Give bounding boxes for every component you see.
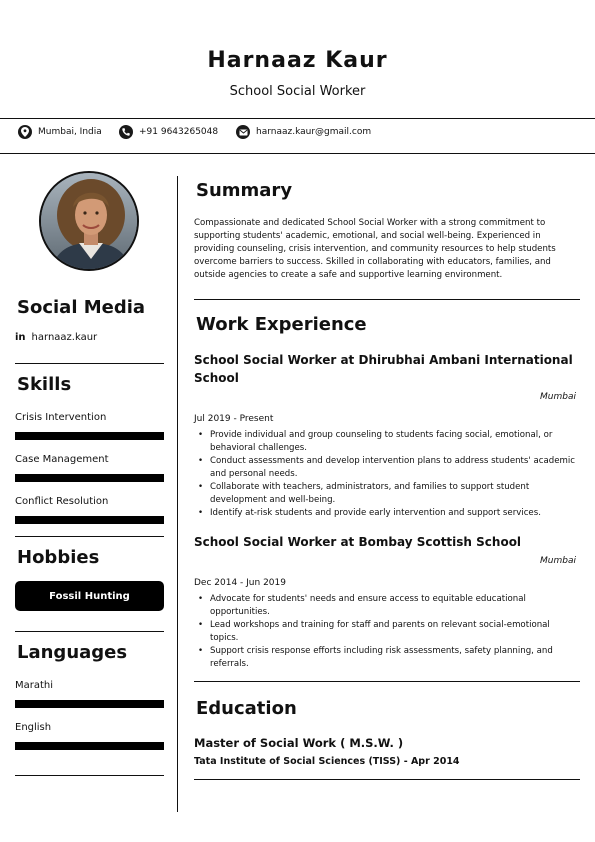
job-role: School Social Worker (194, 353, 337, 367)
contact-phone[interactable] (119, 125, 218, 139)
section-divider (194, 299, 580, 300)
education-heading: Education (196, 698, 297, 719)
skill-level-bar (15, 474, 164, 482)
job-bullets (194, 429, 580, 520)
work-experience-heading: Work Experience (196, 314, 367, 335)
job-location: Mumbai (540, 556, 576, 566)
section-divider (15, 536, 164, 537)
contact-location (18, 125, 102, 139)
language-level-fill (15, 700, 164, 708)
profile-photo (39, 171, 139, 271)
language-name: English (15, 722, 52, 733)
skill-name: Crisis Intervention (15, 412, 107, 423)
skills-heading: Skills (17, 374, 72, 395)
job-bullets (194, 593, 580, 671)
skill-level-bar (15, 516, 164, 524)
email-icon (236, 125, 250, 139)
section-divider (194, 681, 580, 682)
language-level-bar (15, 742, 164, 750)
summary-heading: Summary (196, 180, 293, 201)
summary-text: Compassionate and dedicated School Social Worker with a strong commitment to supporting students' academic, emotional, and social well-being. Experienced in providing counseling, crisis intervention, and community resources to help students overcome barriers to success. Skilled in collaborating with educators, families, and outside agencies to create a safe and supportive learning environment. (194, 218, 556, 280)
section-divider (15, 631, 164, 632)
skill-name: Conflict Resolution (15, 496, 109, 507)
list-item: • Advocate for students' needs and ensure access to equitable educational opportunities. (194, 593, 580, 619)
job-title (194, 533, 580, 551)
skill-level-bar (15, 432, 164, 440)
contact-divider (0, 153, 595, 154)
education-degree: Master of Social Work ( M.S.W. ) (194, 736, 404, 750)
contact-email[interactable] (236, 125, 371, 139)
skill-level-fill (15, 474, 164, 482)
section-divider (15, 363, 164, 364)
resume-header (0, 0, 595, 118)
list-item: • Identify at-risk students and provide early intervention and support services. (194, 507, 580, 520)
job-role: School Social Worker (194, 535, 337, 549)
list-item: • Provide individual and group counseling to students facing social, emotional, or behavioral challenges. (194, 429, 580, 455)
job-at: at (340, 353, 355, 367)
language-level-fill (15, 742, 164, 750)
education-school: Tata Institute of Social Sciences (TISS) - Apr 2014 (194, 756, 460, 767)
job-dates: Jul 2019 - Present (194, 414, 274, 424)
job-title (194, 351, 580, 387)
column-divider (177, 176, 178, 812)
contact-location-text: Mumbai, India (38, 127, 102, 137)
skill-level-fill (15, 516, 164, 524)
candidate-name: Harnaaz Kaur (207, 48, 388, 73)
list-item: • Support crisis response efforts including risk assessments, safety planning, and referrals. (194, 645, 580, 671)
list-item: • Lead workshops and training for staff and parents on relevant social-emotional topics. (194, 619, 580, 645)
hobbies-heading: Hobbies (17, 547, 100, 568)
skill-level-fill (15, 432, 164, 440)
job-company: Bombay Scottish School (358, 535, 522, 549)
job-location: Mumbai (540, 392, 576, 402)
candidate-title: School Social Worker (229, 84, 366, 99)
contact-phone-text: +91 9643265048 (139, 127, 219, 137)
languages-heading: Languages (17, 642, 128, 663)
location-pin-icon (18, 125, 32, 139)
section-divider (15, 775, 164, 776)
contact-bar (0, 119, 595, 153)
skill-name: Case Management (15, 454, 109, 465)
language-name: Marathi (15, 680, 54, 691)
hobby-tag: Fossil Hunting (15, 581, 164, 611)
social-media-heading: Social Media (17, 297, 146, 318)
list-item: • Conduct assessments and develop intervention plans to address students' academic and personal needs. (194, 455, 580, 481)
linkedin-handle: harnaaz.kaur (31, 332, 98, 343)
social-linkedin[interactable] (15, 332, 97, 343)
job-dates: Dec 2014 - Jun 2019 (194, 578, 286, 588)
list-item: • Collaborate with teachers, administrators, and families to support student development and well-being. (194, 481, 580, 507)
contact-email-text: harnaaz.kaur@gmail.com (256, 127, 372, 137)
linkedin-icon: in (15, 332, 26, 343)
job-company: Dhirubhai Ambani International School (194, 353, 573, 385)
section-divider (194, 779, 580, 780)
language-level-bar (15, 700, 164, 708)
phone-icon (119, 125, 133, 139)
job-at: at (340, 535, 355, 549)
